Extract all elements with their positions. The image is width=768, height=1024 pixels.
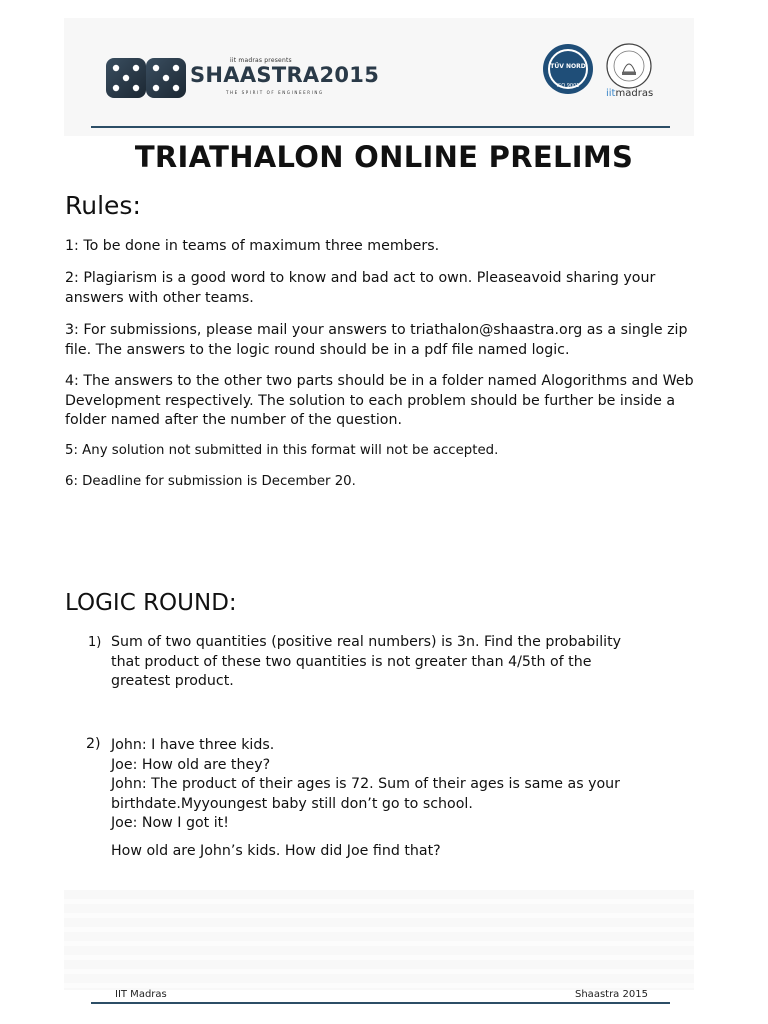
logo-presents-text: iit madras presents bbox=[230, 57, 292, 64]
question-line: greatest product. bbox=[111, 673, 234, 689]
header-divider bbox=[91, 126, 670, 128]
footer-left-text: IIT Madras bbox=[115, 989, 167, 1000]
rule-item: 3: For submissions, please mail your answers to triathalon@shaastra.org as a single zip file. The answers to the logic round should be in a pdf file named logic. bbox=[65, 322, 688, 358]
question-2-prompt: How old are John’s kids. How did Joe find that? bbox=[111, 843, 441, 859]
question-number: 1) bbox=[88, 635, 102, 650]
shaastra-wordmark: SHAASTRA2015 bbox=[190, 63, 380, 87]
dialogue-line: birthdate.Myyoungest baby still don’t go to school. bbox=[111, 795, 473, 812]
dialogue-line: Joe: Now I got it! bbox=[111, 815, 229, 831]
question-line: Sum of two quantities (positive real numbers) is 3n. Find the probability bbox=[111, 634, 622, 650]
question-2-text bbox=[111, 736, 711, 834]
question-number: 2) bbox=[86, 736, 101, 752]
rule-item: 5: Any solution not submitted in this format will not be accepted. bbox=[65, 443, 499, 458]
document-title: TRIATHALON ONLINE PRELIMS bbox=[134, 140, 634, 174]
dialogue-line: John: I have three kids. bbox=[111, 737, 275, 753]
dialogue-line: John: The product of their ages is 72. Sum of their ages is same as your bbox=[111, 776, 621, 792]
rules-heading: Rules: bbox=[65, 191, 141, 220]
tuv-iso-badge-icon bbox=[542, 43, 594, 95]
faded-background-texture bbox=[64, 890, 694, 990]
rule-item: 1: To be done in teams of maximum three members. bbox=[65, 238, 440, 254]
footer-right-text: Shaastra 2015 bbox=[575, 989, 648, 1000]
rule-item: 4: The answers to the other two parts should be in a folder named Alogorithms and Web Development respectively. The solution to each problem should be further be inside a folder named after the number of the question. bbox=[65, 373, 694, 428]
svg-text:ISO 9001: ISO 9001 bbox=[556, 83, 580, 89]
dialogue-line: Joe: How old are they? bbox=[111, 756, 271, 773]
logo-tagline: THE SPIRIT OF ENGINEERING bbox=[226, 90, 324, 95]
question-1-text bbox=[111, 633, 711, 692]
svg-text:TÜV NORD: TÜV NORD bbox=[550, 63, 586, 70]
logic-round-heading: LOGIC ROUND: bbox=[65, 590, 237, 616]
iit-madras-wordmark: iitmadras bbox=[606, 88, 654, 99]
rule-item: 2: Plagiarism is a good word to know and bad act to own. Pleaseavoid sharing your answers with other teams. bbox=[65, 270, 656, 306]
question-line: that product of these two quantities is not greater than 4/5th of the bbox=[111, 653, 592, 670]
footer-divider bbox=[91, 1002, 670, 1004]
rule-item: 6: Deadline for submission is December 20. bbox=[65, 474, 356, 489]
iit-madras-emblem-icon bbox=[603, 42, 655, 90]
